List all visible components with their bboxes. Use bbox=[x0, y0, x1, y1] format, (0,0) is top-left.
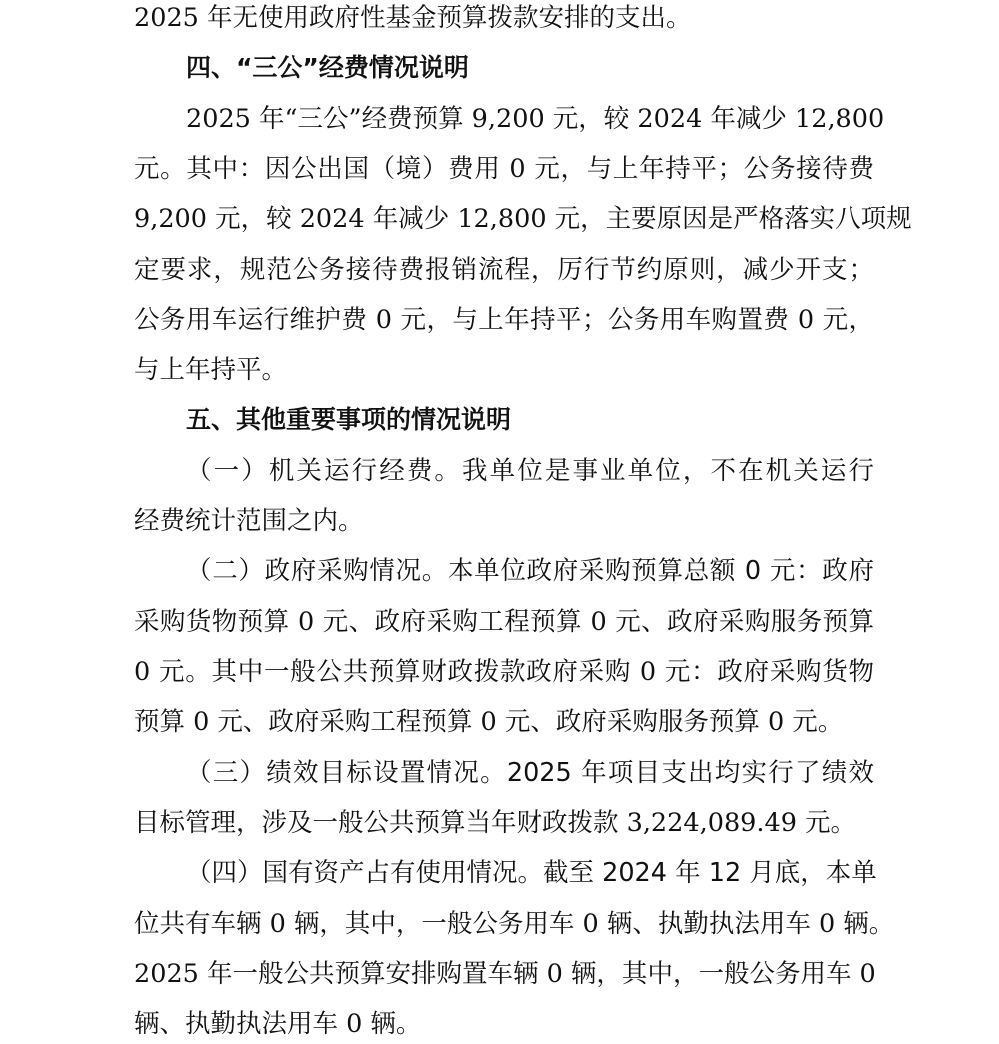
paragraph-line: 预算 0 元、政府采购工程预算 0 元、政府采购服务预算 0 元。 bbox=[134, 707, 844, 737]
paragraph-line: 2025 年无使用政府性基金预算拨款安排的支出。 bbox=[134, 3, 692, 33]
paragraph-line: 9,200 元，较 2024 年减少 12,800 元，主要原因是严格落实八项规 bbox=[134, 204, 912, 234]
paragraph-line: 经费统计范围之内。 bbox=[134, 506, 364, 536]
section-heading-other-matters: 五、其他重要事项的情况说明 bbox=[186, 405, 512, 434]
paragraph-line: 目标管理，涉及一般公共预算当年财政拨款 3,224,089.49 元。 bbox=[134, 808, 857, 838]
paragraph-line: （一）机关运行经费。我单位是事业单位，不在机关运行 bbox=[186, 456, 874, 486]
section-heading-three-public-expenses: 四、“三公”经费情况说明 bbox=[186, 53, 469, 82]
paragraph-line: 与上年持平。 bbox=[134, 355, 288, 385]
paragraph-line: 定要求，规范公务接待费报销流程，厉行节约原则，减少开支； bbox=[134, 255, 874, 285]
paragraph-line: （三）绩效目标设置情况。2025 年项目支出均实行了绩效 bbox=[186, 758, 874, 788]
paragraph-line: 2025 年一般公共预算安排购置车辆 0 辆，其中，一般公务用车 0 bbox=[134, 959, 876, 989]
paragraph-line: （二）政府采购情况。本单位政府采购预算总额 0 元：政府 bbox=[186, 556, 874, 586]
paragraph-line: 元。其中：因公出国（境）费用 0 元，与上年持平；公务接待费 bbox=[134, 154, 874, 184]
paragraph-line: 公务用车运行维护费 0 元，与上年持平；公务用车购置费 0 元， bbox=[134, 305, 874, 335]
paragraph-line: （四）国有资产占有使用情况。截至 2024 年 12 月底，本单 bbox=[186, 858, 877, 888]
paragraph-line: 2025 年“三公”经费预算 9,200 元，较 2024 年减少 12,800 bbox=[186, 104, 885, 134]
paragraph-line: 辆、执勤执法用车 0 辆。 bbox=[134, 1009, 422, 1039]
paragraph-line: 采购货物预算 0 元、政府采购工程预算 0 元、政府采购服务预算 bbox=[134, 607, 874, 637]
paragraph-line: 位共有车辆 0 辆，其中，一般公务用车 0 辆、执勤执法用车 0 辆。 bbox=[134, 909, 895, 939]
paragraph-line: 0 元。其中一般公共预算财政拨款政府采购 0 元：政府采购货物 bbox=[134, 657, 874, 687]
